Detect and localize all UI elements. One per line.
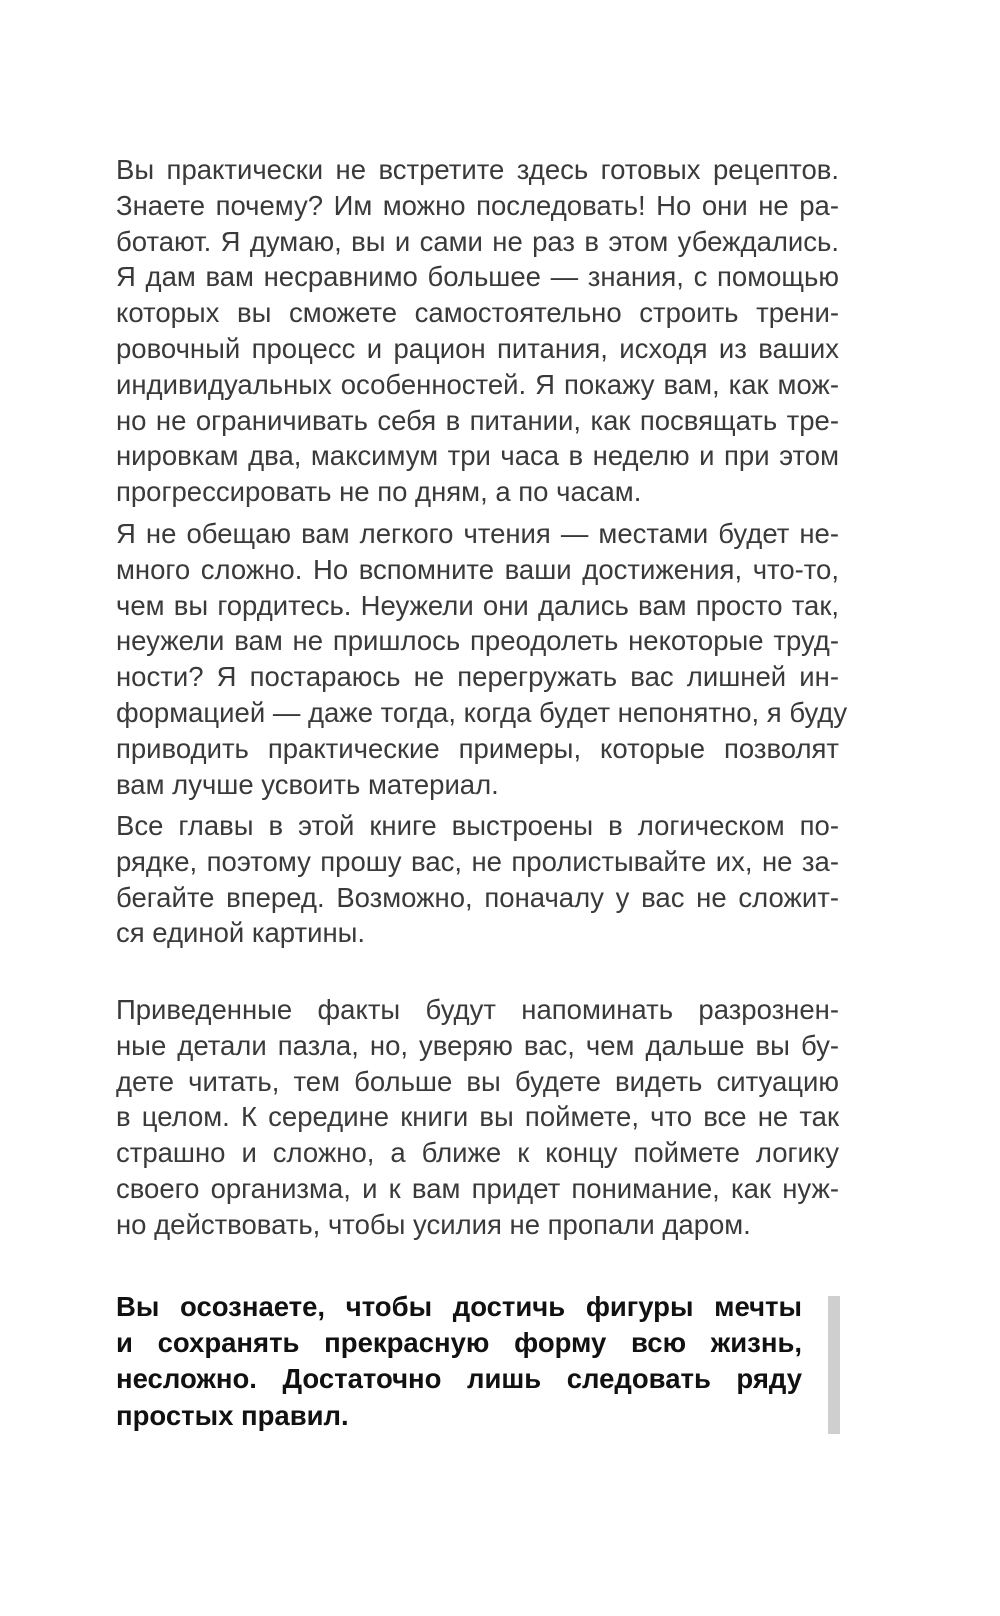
- paragraph-line: рядке, поэтому прошу вас, не пролистывайте их, не за-: [116, 845, 839, 877]
- paragraph-line: индивидуальных особенностей. Я покажу вам, как мож-: [116, 368, 839, 400]
- paragraph-line: вам лучше усвоить материал.: [116, 768, 499, 800]
- paragraph-line: но действовать, чтобы усилия не пропали даром.: [116, 1208, 751, 1240]
- paragraph-line: ся единой картины.: [116, 917, 366, 949]
- callout-text: [116, 1289, 802, 1434]
- paragraph-line: Знаете почему? Им можно последовать! Но они не ра-: [116, 189, 839, 221]
- paragraph-4: [116, 992, 839, 1243]
- callout-line: несложно. Достаточно лишь следовать ряду: [116, 1363, 802, 1395]
- paragraph-line: Я дам вам несравнимо большее — знания, с помощью: [116, 261, 839, 293]
- callout-line: и сохранять прекрасную форму всю жизнь,: [116, 1327, 802, 1359]
- book-page: [116, 0, 848, 1616]
- paragraph-line: которых вы сможете самостоятельно строить трени-: [116, 297, 839, 329]
- paragraph-line: страшно и сложно, а ближе к концу поймете логику: [116, 1137, 839, 1169]
- callout-accent-bar: [828, 1296, 840, 1434]
- callout-line: Вы осознаете, чтобы достичь фигуры мечты: [116, 1291, 802, 1322]
- paragraph-line: чем вы гордитесь. Неужели они дались вам просто так,: [116, 589, 839, 621]
- paragraph-line: неужели вам не пришлось преодолеть некоторые труд-: [116, 625, 839, 657]
- paragraph-1: [116, 152, 839, 510]
- paragraph-line: Приведенные факты будут напоминать разрознен-: [116, 994, 839, 1025]
- paragraph-line: прогрессировать не по дням, а по часам.: [116, 476, 642, 508]
- paragraph-line: Вы практически не встретите здесь готовых рецептов.: [116, 154, 839, 185]
- paragraph-line: ботают. Я думаю, вы и сами не раз в этом убеждались.: [116, 225, 839, 257]
- paragraph-line: дете читать, тем больше вы будете видеть ситуацию: [116, 1065, 839, 1097]
- paragraph-line: ровочный процесс и рацион питания, исходя из ваших: [116, 332, 839, 364]
- callout-block: [116, 1289, 896, 1451]
- paragraph-2: [116, 516, 848, 802]
- paragraph-3: [116, 808, 839, 951]
- paragraph-line: но не ограничивать себя в питании, как посвящать тре-: [116, 404, 839, 436]
- paragraph-line: много сложно. Но вспомните ваши достижения, что-то,: [116, 553, 839, 585]
- paragraph-line: ности? Я постараюсь не перегружать вас лишней ин-: [116, 661, 839, 693]
- paragraph-line: Я не обещаю вам легкого чтения — местами будет не-: [116, 518, 839, 549]
- paragraph-line: ные детали пазла, но, уверяю вас, чем дальше вы бу-: [116, 1029, 839, 1061]
- paragraph-line: Все главы в этой книге выстроены в логическом по-: [116, 810, 839, 841]
- paragraph-line: приводить практические примеры, которые позволят: [116, 732, 839, 764]
- paragraph-line: бегайте вперед. Возможно, поначалу у вас не сложит-: [116, 881, 839, 913]
- paragraph-line: своего организма, и к вам придет понимание, как нуж-: [116, 1172, 839, 1204]
- callout-line: простых правил.: [116, 1399, 349, 1431]
- paragraph-line: формацией — даже тогда, когда будет непонятно, я буду: [116, 696, 848, 728]
- paragraph-line: нировкам два, максимум три часа в неделю и при этом: [116, 440, 839, 472]
- paragraph-line: в целом. К середине книги вы поймете, что все не так: [116, 1101, 839, 1133]
